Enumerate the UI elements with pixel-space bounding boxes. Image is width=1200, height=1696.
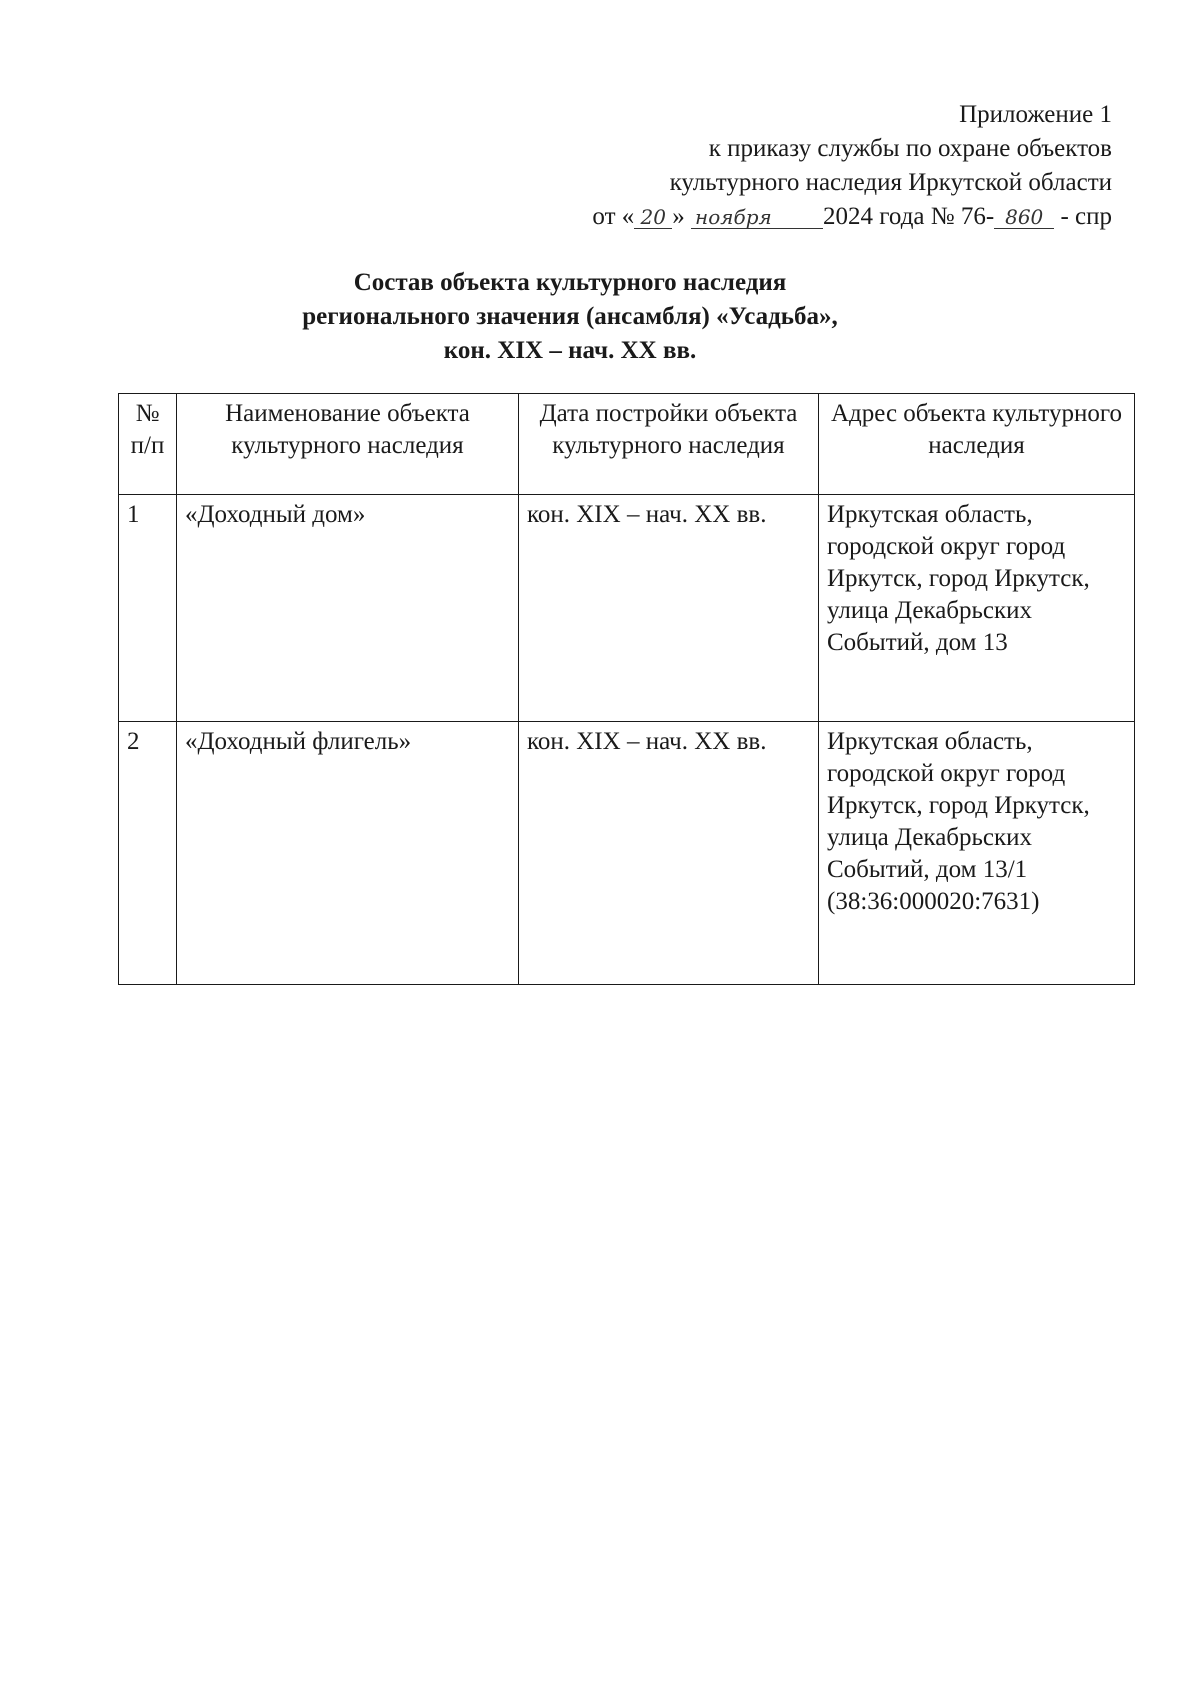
order-suffix: - спр	[1060, 203, 1112, 230]
handwritten-month: ноября	[691, 206, 823, 229]
cell-date: кон. XIX – нач. XX вв.	[519, 495, 819, 722]
table-row	[119, 722, 1135, 985]
cell-address: Иркутская область, городской округ город Иркутск, город Иркутск, улица Декабрьских Событий, дом 13	[819, 495, 1135, 722]
cell-date: кон. XIX – нач. XX вв.	[519, 722, 819, 985]
document-title	[150, 266, 990, 368]
title-line-3: кон. XIX – нач. XX вв.	[443, 337, 697, 364]
date-year: 2024 года № 76-	[823, 203, 995, 230]
header-date: Дата постройки объекта культурного наследия	[519, 394, 819, 495]
date-prefix: от «	[592, 203, 635, 230]
header-number: № п/п	[119, 394, 177, 495]
appendix-label: Приложение 1	[959, 101, 1112, 128]
cell-name: «Доходный дом»	[177, 495, 519, 722]
table-row	[119, 495, 1135, 722]
title-line-2: регионального значения (ансамбля) «Усадьба»,	[302, 303, 838, 330]
handwritten-day: 20	[634, 206, 672, 229]
appendix-order-ref: к приказу службы по охране объектов	[708, 135, 1112, 162]
title-line-1: Состав объекта культурного наследия	[353, 269, 787, 296]
table-header-row	[119, 394, 1135, 495]
header-address: Адрес объекта культурного наследия	[819, 394, 1135, 495]
heritage-objects-table	[118, 393, 1135, 985]
cell-number: 1	[119, 495, 177, 722]
header-name: Наименование объекта культурного наследия	[177, 394, 519, 495]
appendix-authority: культурного наследия Иркутской области	[669, 169, 1112, 196]
cell-address: Иркутская область, городской округ город Иркутск, город Иркутск, улица Декабрьских Событий, дом 13/1 (38:36:000020:7631)	[819, 722, 1135, 985]
cell-name: «Доходный флигель»	[177, 722, 519, 985]
handwritten-order-number: 860	[994, 206, 1054, 229]
appendix-date-line	[592, 200, 1112, 234]
date-mid: »	[672, 203, 685, 230]
appendix-header	[592, 98, 1112, 234]
cell-number: 2	[119, 722, 177, 985]
